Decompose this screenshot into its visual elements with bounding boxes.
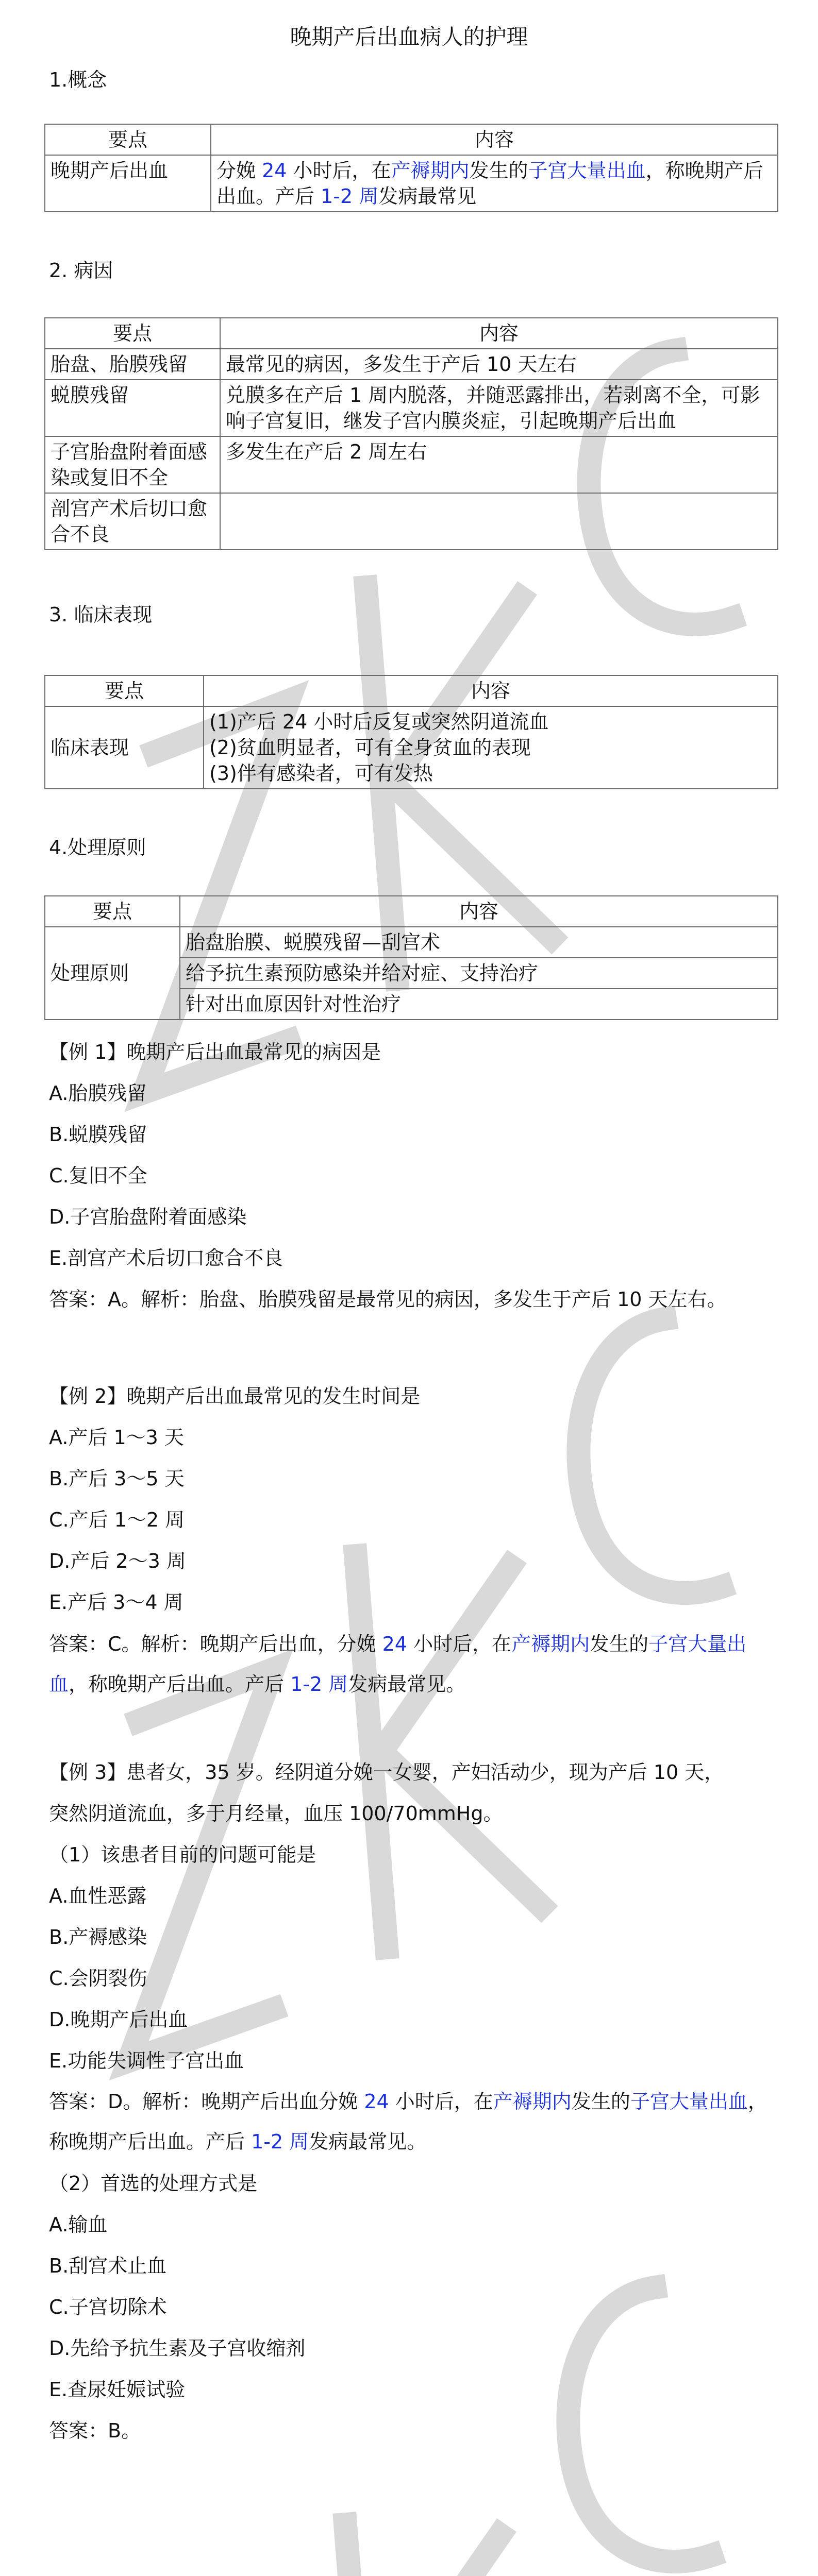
option: A.胎膜残留 <box>49 1082 147 1105</box>
option: C.子宫切除术 <box>49 2296 167 2318</box>
row-content <box>204 706 778 789</box>
watermark-letter-k <box>345 2524 531 2576</box>
section-heading-treatment: 4.处理原则 <box>49 836 146 859</box>
option: E.剖宫产术后切口愈合不良 <box>49 1247 283 1269</box>
answer: 答案：B。 <box>49 2419 141 2442</box>
question-stem: 【例 2】晚期产后出血最常见的发生时间是 <box>49 1385 421 1408</box>
option: D.子宫胎盘附着面感染 <box>49 1206 247 1228</box>
section-heading-clinical: 3. 临床表现 <box>49 603 153 626</box>
example-3-part-2 <box>49 2163 781 2451</box>
row-label: 处理原则 <box>45 927 180 1020</box>
question-stem: 【例 1】晚期产后出血最常见的病因是 <box>49 1041 381 1063</box>
row-label: 子宫胎盘附着面感染或复旧不全 <box>45 436 220 493</box>
row-content: 给予抗生素预防感染并给对症、支持治疗 <box>180 958 778 989</box>
table-row <box>45 349 778 380</box>
question-stem: 【例 3】患者女，35 岁。经阴道分娩一女婴，产妇活动少，现为产后 10 天， <box>49 1761 724 1784</box>
header-content: 内容 <box>211 124 778 155</box>
header-key-point: 要点 <box>45 124 211 155</box>
option: E.查尿妊娠试验 <box>49 2378 186 2401</box>
option: C.会阴裂伤 <box>49 1967 147 1990</box>
row-label: 临床表现 <box>45 706 204 789</box>
section-heading-cause: 2. 病因 <box>49 259 113 282</box>
clinical-item: (1)产后 24 小时后反复或突然阴道流血 <box>209 710 549 733</box>
table-row <box>45 706 778 789</box>
option: E.功能失调性子宫出血 <box>49 2049 244 2072</box>
option: B.蜕膜残留 <box>49 1123 147 1146</box>
sub-question: （1）该患者目前的问题可能是 <box>49 1843 316 1866</box>
clinical-item: (3)伴有感染者，可有发热 <box>209 762 433 785</box>
answer: 答案：D。解析：晚期产后出血分娩 24 小时后，在产褥期内发生的子宫大量出血，称晚期产后出血。产后 1-2 周发病最常见。 <box>49 2090 767 2153</box>
header-content: 内容 <box>180 896 778 927</box>
cause-table <box>44 317 778 550</box>
concept-table <box>44 124 778 212</box>
option: A.血性恶露 <box>49 1885 147 1907</box>
table-header-row <box>45 675 778 706</box>
table-header-row <box>45 896 778 927</box>
section-heading-concept: 1.概念 <box>49 69 107 91</box>
option: D.产后 2～3 周 <box>49 1550 186 1572</box>
row-content: 最常见的病因，多发生于产后 10 天左右 <box>220 349 778 380</box>
option: D.晚期产后出血 <box>49 2008 188 2031</box>
header-key-point: 要点 <box>45 675 204 706</box>
option: B.刮宫术止血 <box>49 2255 167 2277</box>
example-3 <box>49 1752 781 2081</box>
row-label: 胎盘、胎膜残留 <box>45 349 220 380</box>
row-content <box>220 493 778 550</box>
header-content: 内容 <box>220 318 778 349</box>
option: A.输血 <box>49 2213 108 2236</box>
table-row <box>45 927 778 958</box>
option: B.产后 3～5 天 <box>49 1467 185 1490</box>
row-content: 针对出血原因针对性治疗 <box>180 989 778 1020</box>
option: C.产后 1～2 周 <box>49 1509 185 1531</box>
table-row <box>45 155 778 212</box>
table-row <box>45 436 778 493</box>
option: A.产后 1～3 天 <box>49 1426 184 1449</box>
row-content: 兑膜多在产后 1 周内脱落，并随恶露排出，若剥离不全，可影响子宫复旧，继发子宫内膜炎症，引起晚期产后出血 <box>220 380 778 436</box>
row-label: 晚期产后出血 <box>45 155 211 212</box>
row-label: 蜕膜残留 <box>45 380 220 436</box>
option: C.复旧不全 <box>49 1164 147 1187</box>
option: E.产后 3～4 周 <box>49 1591 183 1614</box>
sub-question: （2）首选的处理方式是 <box>49 2172 258 2195</box>
question-stem: 突然阴道流血，多于月经量，血压 100/70mmHg。 <box>49 1802 503 1825</box>
table-row <box>45 493 778 550</box>
table-header-row <box>45 124 778 155</box>
option: D.先给予抗生素及子宫收缩剂 <box>49 2337 306 2360</box>
header-key-point: 要点 <box>45 896 180 927</box>
clinical-table <box>44 675 778 789</box>
row-content: 多发生在产后 2 周左右 <box>220 436 778 493</box>
clinical-item: (2)贫血明显者，可有全身贫血的表现 <box>209 736 531 759</box>
header-content: 内容 <box>204 675 778 706</box>
answer: 答案：A。解析：胎盘、胎膜残留是最常见的病因，多发生于产后 10 天左右。 <box>49 1288 727 1311</box>
row-content: 分娩 24 小时后，在产褥期内发生的子宫大量出血，称晚期产后出血。产后 1-2 周发病最常见 <box>211 155 778 212</box>
answer: 答案：C。解析：晚期产后出血，分娩 24 小时后，在产褥期内发生的子宫大量出血，称晚期产后出血。产后 1-2 周发病最常见。 <box>49 1633 747 1696</box>
row-label: 剖宫产术后切口愈合不良 <box>45 493 220 550</box>
option: B.产褥感染 <box>49 1926 147 1948</box>
example-1 <box>49 1031 781 1320</box>
treatment-table <box>44 895 778 1020</box>
header-key-point: 要点 <box>45 318 220 349</box>
table-header-row <box>45 318 778 349</box>
row-content: 胎盘胎膜、蜕膜残留—刮宫术 <box>180 927 778 958</box>
table-row <box>45 380 778 436</box>
page-title: 晚期产后出血病人的护理 <box>290 24 528 49</box>
example-2 <box>49 1376 781 1623</box>
